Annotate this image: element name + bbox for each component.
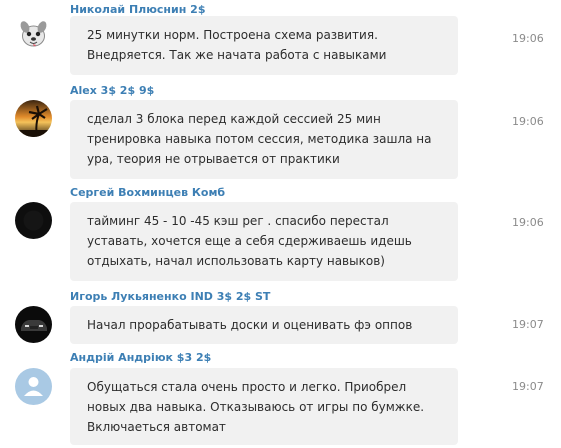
- message-text: Начал прорабатывать доски и оценивать фэ оппов: [87, 318, 413, 332]
- message-bubble[interactable]: [70, 306, 458, 344]
- message-bubble[interactable]: [70, 202, 458, 281]
- sender-name[interactable]: Игорь Лукьяненко IND 3$ 2$ ST: [70, 290, 271, 303]
- message-bubble[interactable]: [70, 16, 458, 75]
- sender-name[interactable]: Сергей Вохминцев Комб: [70, 186, 226, 199]
- message-time: 19:06: [512, 216, 544, 229]
- message-time: 19:07: [512, 318, 544, 331]
- car-avatar-icon[interactable]: [15, 306, 52, 343]
- message-text: 25 минутки норм. Построена схема развития. Внедряется. Так же начата работа с навыками: [87, 28, 387, 62]
- message-time: 19:07: [512, 380, 544, 393]
- dark-avatar-icon[interactable]: [15, 202, 52, 239]
- sender-name[interactable]: Андрій Андріюк $3 2$: [70, 351, 212, 364]
- message-time: 19:06: [512, 32, 544, 45]
- dog-avatar-icon[interactable]: [15, 16, 52, 53]
- sender-name[interactable]: Николай Плюснин 2$: [70, 3, 206, 16]
- message-text: Обущаться стала очень просто и легко. Приобрел новых два навыка. Отказываюсь от игры по бумжке. Включаеться автомат: [87, 380, 425, 434]
- message-text: сделал 3 блока перед каждой сессией 25 мин тренировка навыка потом сессия, методика зашла на ура, теория не отрывается от практики: [87, 112, 432, 166]
- message-text: тайминг 45 - 10 -45 кэш рег . спасибо перестал уставать, хочется еще а себя сдерживаешь идешь отдыхать, начал использовать карту навыков): [87, 214, 412, 268]
- sender-name[interactable]: Alex 3$ 2$ 9$: [70, 84, 155, 97]
- message-time: 19:06: [512, 115, 544, 128]
- message-bubble[interactable]: [70, 368, 458, 445]
- palm-sunset-avatar-icon[interactable]: [15, 100, 52, 137]
- message-bubble[interactable]: [70, 100, 458, 179]
- default-user-avatar-icon[interactable]: [15, 368, 52, 405]
